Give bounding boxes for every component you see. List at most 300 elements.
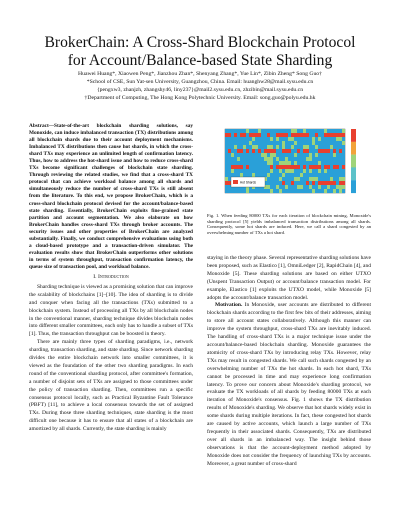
heatmap-cell [297,157,300,161]
heatmap-cell [330,173,333,177]
heatmap-cell [234,173,237,177]
heatmap-cell [261,137,264,141]
heatmap-cell [279,129,282,133]
heatmap-cell [282,133,285,137]
heatmap-cell [312,129,315,133]
heatmap-cell [282,189,285,193]
heatmap-cell [324,141,327,145]
heatmap-cell [291,169,294,173]
heatmap-cell [294,177,297,181]
heatmap-cell [228,157,231,161]
heatmap-cell [249,173,252,177]
heatmap-cell [339,157,342,161]
heatmap-cell [258,141,261,145]
heatmap-cell [330,169,333,173]
heatmap-cell [267,157,270,161]
heatmap-cell [285,153,288,157]
heatmap-cell [327,177,330,181]
heatmap-cell [276,133,279,137]
heatmap-cell [336,189,339,193]
heatmap-cell [336,157,339,161]
heatmap-cell [279,133,282,137]
heatmap-cell [252,149,255,153]
heatmap-cell [327,145,330,149]
colorbar-segment [351,129,356,142]
heatmap-cell [243,161,246,165]
heatmap-cell [330,189,333,193]
heatmap-cell [270,129,273,133]
heatmap-cell [333,129,336,133]
heatmap-cell [318,129,321,133]
heatmap-cell [240,145,243,149]
heatmap-cell [318,161,321,165]
heatmap-cell [270,181,273,185]
heatmap-cell [336,165,339,169]
heatmap-cell [333,137,336,141]
heatmap-cell [312,145,315,149]
heatmap-cell [237,169,240,173]
heatmap-cell [264,133,267,137]
heatmap-cell [246,157,249,161]
heatmap-cell [264,153,267,157]
heatmap-cell [324,145,327,149]
heatmap-cell [273,141,276,145]
heatmap-cell [342,185,345,189]
heatmap-cell [225,177,228,181]
heatmap-cell [279,141,282,145]
heatmap-cell [297,153,300,157]
heatmap-cell [303,169,306,173]
heatmap-cell [249,133,252,137]
heatmap-cell [309,181,312,185]
heatmap-cell [312,181,315,185]
heatmap-cell [297,165,300,169]
heatmap-cell [270,161,273,165]
heatmap-cell [246,173,249,177]
heatmap-cell [306,145,309,149]
heatmap-cell [297,133,300,137]
heatmap-cell [306,141,309,145]
heatmap-cell [333,149,336,153]
heatmap-cell [309,177,312,181]
heatmap-cell [309,141,312,145]
heatmap-cell [306,149,309,153]
heatmap-cell [324,177,327,181]
figure-1-caption: Fig. 1. When feeding 80000 TXs for each iteration of blockchain mining, Monoxide's sharding protocol [5] yields imbalanced transaction distributions among all shards. Consequently, some hot shards are induced. Here, we call a shard congested by an overwhelming number of TXs a hot shard. [207,213,371,235]
heatmap-cell [315,169,318,173]
heatmap-cell [258,145,261,149]
heatmap-cell [276,141,279,145]
heatmap-cell [336,129,339,133]
motivation-lead: Motivation. [215,302,243,309]
heatmap-cell [243,157,246,161]
heatmap-cell [270,173,273,177]
heatmap-cell [318,153,321,157]
heatmap-cell [339,189,342,193]
heatmap-cell [303,157,306,161]
heatmap-cell [282,149,285,153]
heatmap-cell [228,133,231,137]
heatmap-cell [336,173,339,177]
heatmap-cell [240,133,243,137]
heatmap-cell [315,129,318,133]
heatmap-cell [315,157,318,161]
heatmap-cell [258,149,261,153]
heatmap-cell [267,133,270,137]
heatmap-cell [318,181,321,185]
heatmap-cell [282,181,285,185]
heatmap-cell [306,185,309,189]
heatmap-cell [342,189,345,193]
heatmap-cell [303,161,306,165]
heatmap-cell [282,185,285,189]
heatmap-cell [300,153,303,157]
heatmap-cell [279,185,282,189]
heatmap-cell [225,189,228,193]
right-column-text [207,255,371,468]
heatmap-cell [267,177,270,181]
heatmap-cell [228,185,231,189]
abstract: Abstract—State-of-the-art blockchain sharding solutions, say Monoxide, can induce imbalanced transaction (TX) distributions among all blockchain shards due to their account deployment mechanisms. Imbalanced TX distributions then cause hot shards, in which the cross-shard TXs may experience an unlimited length of confirmation latency. Thus, how to address the hot-shard issue and how to reduce cross-shard TXs become significant challenges of blockchain state sharding. Through reviewing the related studies, we find that a cross-shard TX protocol that can achieve workload balance among all shards and simultaneously reduce the number of cross-shard TXs is still absent from the literature. To this end, we propose BrokerChain, which is a cross-shard blockchain protocol devised for the account/balance-based state sharding. Essentially, BrokerChain exploits fine-grained state partition and account segmentation. We also elaborate on how BrokerChain handles cross-shard TXs through broker accounts. The security issues and other properties of BrokerChain are analyzed substantially. Finally, we conduct comprehensive evaluations using both a cloud-based prototype and a transaction-driven simulator. The evaluation results show that BrokerChain outperforms other solutions in terms of system throughput, transaction confirmation latency, the queue size of transaction pool, and workload balance. [29,123,193,270]
heatmap-cell [333,153,336,157]
heatmap-cell [237,189,240,193]
heatmap-cell [318,133,321,137]
heatmap-cell [330,133,333,137]
heatmap-cell [291,141,294,145]
heatmap-cell [228,177,231,181]
heatmap-cell [294,189,297,193]
heatmap-cell [306,177,309,181]
heatmap-cell [300,129,303,133]
heatmap-cell [321,157,324,161]
heatmap-cell [291,181,294,185]
intro-paragraph-2: There are mainly three types of sharding paradigms, i.e., network sharding, transaction sharding, and state sharding. Since network sharding divides the entire blockchain network into smaller committees, it is viewed as the foundation of the other two sharding paradigms. In each round of the conventional sharding protocol, after committee's formation, a number of disjoint sets of TXs are assigned to those committees under the policy of transaction sharding. Then, committees run a specific consensus protocol locally, such as Practical Byzantine Fault Tolerance (PBFT) [11], to achieve a local consensus towards the set of assigned TXs. During those three sharding techniques, state sharding is the most difficult one because it has to ensure that all states of a blockchain are amortized by all shards. Currently, the state sharding is mainly [29,339,193,433]
heatmap-cell [312,177,315,181]
heatmap-cell [330,177,333,181]
heatmap-cell [279,181,282,185]
heatmap-cell [246,161,249,165]
heatmap-cell [234,149,237,153]
heatmap-cell [342,181,345,185]
heatmap-cell [336,153,339,157]
heatmap-cell [288,129,291,133]
heatmap-cell [240,169,243,173]
heatmap-cell [276,173,279,177]
heatmap-cell [258,153,261,157]
heatmap-cell [258,161,261,165]
heatmap-cell [339,145,342,149]
heatmap-cell [312,157,315,161]
heatmap-cell [225,153,228,157]
heatmap-cell [330,181,333,185]
heatmap-cell [324,129,327,133]
heatmap-cell [330,157,333,161]
heatmap-cell [246,129,249,133]
heatmap-cell [303,141,306,145]
heatmap-cell [315,153,318,157]
heatmap-cell [243,137,246,141]
heatmap-cell [306,181,309,185]
heatmap-cell [342,169,345,173]
heatmap-cell [303,129,306,133]
heatmap-cell [225,133,228,137]
heatmap-cell [324,189,327,193]
heatmap-cell [330,165,333,169]
heatmap-cell [318,145,321,149]
heatmap-cell [333,133,336,137]
heatmap-cell [321,141,324,145]
heatmap-cell [336,169,339,173]
heatmap-cell [327,157,330,161]
heatmap-cell [288,165,291,169]
heatmap-cell [252,173,255,177]
heatmap-cell [306,133,309,137]
heatmap-cell [261,145,264,149]
heatmap-cell [291,161,294,165]
heatmap-cell [228,129,231,133]
heatmap-cell [285,157,288,161]
heatmap-cell [342,157,345,161]
heatmap-cell [279,165,282,169]
heatmap-cell [225,161,228,165]
heatmap-cell [300,137,303,141]
affiliation-2: †Department of Computing, The Hong Kong Polytechnic University. Email: song.guo@polyu.edu.hk [84,94,316,101]
heatmap-cell [300,141,303,145]
heatmap-cell [330,141,333,145]
heatmap-cell [249,129,252,133]
heatmap-cell [276,189,279,193]
heatmap-cell [294,141,297,145]
heatmap-cell [303,137,306,141]
heatmap-cell [333,141,336,145]
heatmap-cell [255,173,258,177]
heatmap-cell [300,133,303,137]
heatmap-cell [294,185,297,189]
heatmap-cell [252,133,255,137]
heatmap-cell [315,149,318,153]
heatmap-cell [294,129,297,133]
heatmap-cell [228,137,231,141]
heatmap-cell [234,161,237,165]
heatmap-cell [303,153,306,157]
heatmap-cell [327,169,330,173]
heatmap-cell [243,173,246,177]
heatmap-cell [231,157,234,161]
heatmap-cell [339,153,342,157]
heatmap-cell [267,189,270,193]
heatmap-cell [309,145,312,149]
heatmap-cell [261,161,264,165]
heatmap-cell [228,181,231,185]
heatmap-cell [327,173,330,177]
heatmap-cell [339,181,342,185]
heatmap-cell [324,165,327,169]
heatmap-cell [270,157,273,161]
heatmap-cell [333,157,336,161]
heatmap-cell [297,161,300,165]
heatmap-cell [327,165,330,169]
heatmap-cell [264,169,267,173]
heatmap-cell [261,189,264,193]
heatmap-cell [276,181,279,185]
heatmap-cell [285,165,288,169]
heatmap-cell [252,137,255,141]
heatmap-cell [270,141,273,145]
heatmap-cell [303,173,306,177]
heatmap-cell [252,161,255,165]
heatmap-cell [324,157,327,161]
heatmap-cell [312,165,315,169]
heatmap-cell [246,141,249,145]
heatmap-cell [282,141,285,145]
heatmap-cell [240,137,243,141]
heatmap-cell [285,137,288,141]
heatmap-cell [270,189,273,193]
heatmap-cell [318,149,321,153]
heatmap-cell [318,177,321,181]
heatmap-cell [327,137,330,141]
heatmap-cell [264,173,267,177]
heatmap-cell [279,157,282,161]
heatmap-cell [288,161,291,165]
heatmap-cell [252,141,255,145]
heatmap-cell [306,137,309,141]
heatmap-cell [291,189,294,193]
heatmap-cell [276,145,279,149]
heatmap-cell [321,165,324,169]
heatmap-cell [234,145,237,149]
heatmap-cell [327,161,330,165]
intro-paragraph-1: Sharding technique is viewed as a promising solution that can improve the scalability of blockchains [1]–[10]. The idea of sharding is to divide and conquer when facing all the transactions (TXs) submitted to a blockchain system. Instead of processing all TXs by all blockchain nodes in the conventional manner, sharding technique divides blockchain nodes into different smaller committees, each only has to handle a subset of TXs [1]. Thus, the transaction throughput can be boosted in theory. [29,283,193,338]
heatmap-cell [336,141,339,145]
heatmap-cell [240,141,243,145]
heatmap-cell [255,189,258,193]
heatmap-cell [234,141,237,145]
heatmap-cell [231,133,234,137]
heatmap-cell [285,189,288,193]
heatmap-cell [330,153,333,157]
heatmap-cell [321,185,324,189]
heatmap-cell [336,177,339,181]
heatmap-cell [321,133,324,137]
heatmap-cell [249,169,252,173]
heatmap-cell [228,165,231,169]
heatmap-cell [264,165,267,169]
heatmap-cell [285,177,288,181]
heatmap-cell [342,149,345,153]
title-line-1: BrokerChain: A Cross-Shard Blockchain Protocol [44,34,356,51]
heatmap-cell [231,149,234,153]
heatmap-cell [309,129,312,133]
heatmap-cell [342,153,345,157]
heatmap-cell [282,169,285,173]
heatmap-cell [321,173,324,177]
heatmap-cell [297,181,300,185]
heatmap-cell [333,161,336,165]
heatmap-cell [303,177,306,181]
heatmap-cell [342,165,345,169]
heatmap-cell [312,133,315,137]
heatmap-cell [252,157,255,161]
heatmap-cell [231,145,234,149]
colorbar-segment [351,142,356,155]
heatmap-cell [312,141,315,145]
heatmap-cell [261,169,264,173]
heatmap-cell [339,185,342,189]
heatmap-cell [255,165,258,169]
heatmap-cell [264,189,267,193]
heatmap-cell [267,145,270,149]
heatmap-cell [318,185,321,189]
heatmap-cell [294,165,297,169]
heatmap-cell [297,177,300,181]
heatmap-cell [333,173,336,177]
heatmap-cell [285,133,288,137]
heatmap-cell [237,173,240,177]
heatmap-cell [246,169,249,173]
heatmap-cell [231,189,234,193]
heatmap-cell [315,145,318,149]
heatmap-cell [246,189,249,193]
heatmap-cell [228,141,231,145]
heatmap-cell [327,149,330,153]
heatmap-cell [249,189,252,193]
heatmap-cell [246,165,249,169]
heatmap-cell [276,153,279,157]
heatmap-cell [288,157,291,161]
heatmap-cell [309,161,312,165]
heatmap-cell [339,137,342,141]
heatmap-cell [324,133,327,137]
heatmap-cell [237,133,240,137]
affiliation-1: *School of CSE, Sun Yat-sen University, Guangzhou, China. Email: huanghw28@mail.sysu.edu.cn [86,78,314,85]
heatmap-cell [288,189,291,193]
heatmap-cell [225,145,228,149]
heatmap-cell [297,137,300,141]
heatmap-cell [276,165,279,169]
heatmap-cell [279,149,282,153]
heatmap-cell [294,173,297,177]
legend-hot-label: Hot Shards [240,180,256,185]
heatmap-cell [333,145,336,149]
heatmap-cell [324,173,327,177]
heatmap-cell [321,149,324,153]
heatmap-cell [300,177,303,181]
heatmap-cell [228,153,231,157]
heatmap-cell [327,189,330,193]
heatmap-cell [288,137,291,141]
heatmap-cell [276,185,279,189]
heatmap-cell [339,169,342,173]
heatmap-cell [300,185,303,189]
heatmap-cell [300,189,303,193]
heatmap-cell [291,133,294,137]
heatmap-cell [282,165,285,169]
heatmap-cell [309,189,312,193]
heatmap-cell [243,153,246,157]
heatmap-cell [258,169,261,173]
motivation-paragraph [207,302,371,468]
heatmap-cell [240,161,243,165]
heatmap-cell [303,165,306,169]
heatmap-cell [318,157,321,161]
heatmap-cell [315,189,318,193]
heatmap-cell [255,141,258,145]
heatmap-cell [336,133,339,137]
heatmap-cell [342,161,345,165]
heatmap-cell [285,169,288,173]
heatmap-cell [246,145,249,149]
